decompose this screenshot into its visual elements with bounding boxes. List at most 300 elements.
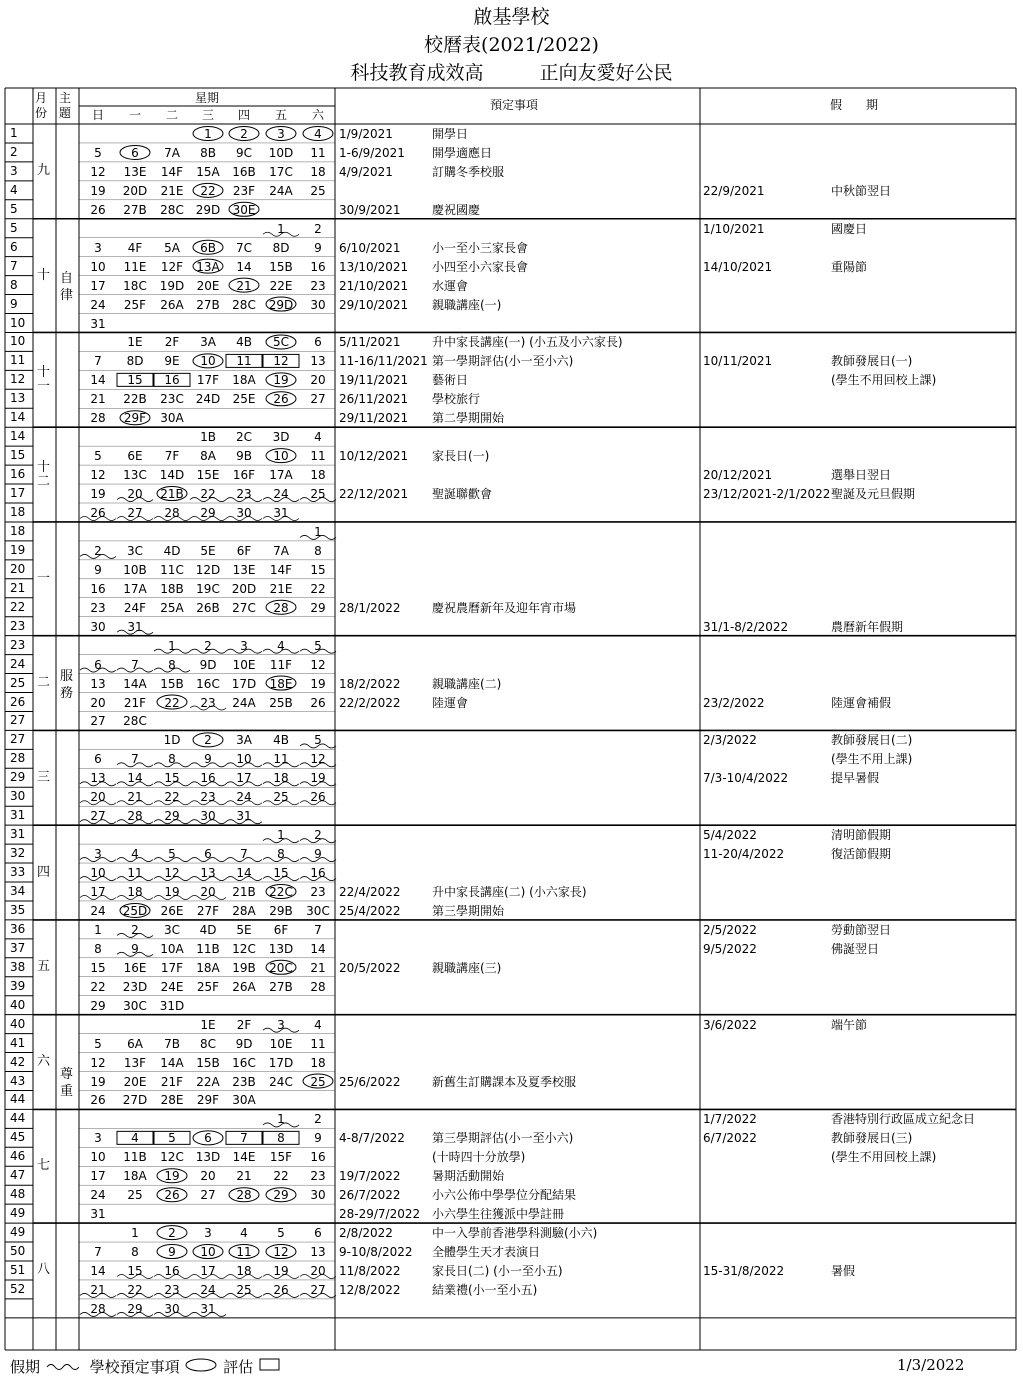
week-number: 25 [10, 675, 26, 690]
holiday-description: 香港特別行政區成立紀念日 [831, 1112, 976, 1127]
day-cell: 12 [90, 164, 106, 179]
week-number: 33 [10, 865, 26, 880]
week-number: 50 [10, 1244, 26, 1259]
day-cell: 5 [277, 1226, 285, 1241]
motto-left: 科技教育成效高 [350, 62, 484, 84]
week-number: 37 [10, 940, 26, 955]
day-cell: 14 [127, 771, 143, 786]
day-cell: 2 [314, 221, 322, 236]
day-cell: 11 [310, 145, 326, 160]
event-description: 陸運會 [432, 695, 469, 710]
day-cell: 3D [272, 430, 290, 445]
day-cell: 10E [269, 1036, 293, 1051]
day-cell: 22A [196, 1074, 220, 1089]
day-cell: 21F [123, 695, 147, 710]
day-cell: 30 [164, 1301, 180, 1316]
week-number: 51 [10, 1263, 26, 1277]
day-cell: 23 [200, 695, 216, 710]
day-cell: 7B [164, 1036, 180, 1051]
day-cell: 18 [310, 468, 326, 483]
day-cell: 24 [90, 297, 106, 312]
week-number: 32 [10, 846, 26, 861]
month-label: 十 [37, 267, 51, 283]
day-cell: 7 [314, 922, 322, 937]
event-description: 訂購冬季校服 [432, 164, 505, 179]
holiday-description: 端午節 [831, 1017, 868, 1032]
day-cell: 24 [90, 1188, 106, 1203]
day-cell: 11 [127, 866, 143, 881]
day-cell: 2C [235, 430, 252, 445]
day-cell: 28C [160, 202, 184, 217]
event-date: 29/11/2021 [339, 411, 409, 426]
day-cell: 24 [236, 790, 252, 805]
day-cell: 1E [127, 335, 143, 350]
event-description: 學校旅行 [432, 392, 481, 407]
day-cell: 9 [314, 1131, 322, 1146]
holiday-date: 6/7/2022 [703, 1131, 757, 1146]
day-cell: 20D [231, 581, 257, 596]
week-number: 5 [10, 220, 18, 235]
day-cell: 12 [164, 866, 180, 881]
day-cell: 19 [164, 885, 180, 899]
event-description: 水運會 [432, 278, 469, 293]
week-number: 39 [10, 978, 26, 993]
day-cell: 22 [164, 695, 180, 710]
day-cell: 30 [310, 297, 326, 312]
day-cell: 5C [272, 335, 289, 350]
event-description: 全體學生天才表演日 [432, 1245, 541, 1260]
day-cell: 1 [277, 828, 285, 843]
holiday-date: 14/10/2021 [703, 259, 773, 274]
day-cell: 9C [235, 145, 252, 160]
weekday-header: 二 [165, 108, 178, 122]
day-cell: 31 [273, 506, 289, 520]
day-cell: 28 [236, 1188, 252, 1203]
event-date: 2/8/2022 [339, 1226, 393, 1241]
day-cell: 9E [164, 354, 180, 369]
day-cell: 25 [127, 1188, 143, 1203]
day-cell: 6 [204, 847, 212, 862]
day-cell: 31 [236, 809, 252, 824]
week-number: 30 [10, 789, 26, 804]
event-description: 慶祝農曆新年及迎年宵市場 [432, 600, 577, 615]
weekday-header: 六 [311, 108, 324, 122]
week-number: 36 [10, 921, 26, 936]
day-cell: 1D [163, 733, 181, 748]
event-description: 中一入學前香港學科測驗(小六) [432, 1226, 598, 1241]
day-cell: 25E [232, 392, 256, 407]
day-cell: 31 [90, 1207, 106, 1222]
day-cell: 23 [310, 278, 326, 293]
holiday-description: 暑假 [831, 1264, 856, 1278]
week-number: 17 [10, 486, 26, 501]
day-cell: 21F [160, 1074, 184, 1089]
day-cell: 20 [127, 487, 143, 502]
day-cell: 4B [236, 335, 252, 350]
event-description: 第三學期開始 [432, 903, 505, 918]
day-cell: 25 [310, 183, 326, 198]
day-cell: 4 [277, 638, 285, 653]
day-cell: 26 [310, 695, 326, 710]
week-number: 2 [10, 144, 18, 159]
day-cell: 28 [90, 411, 106, 426]
week-number: 24 [10, 656, 26, 671]
day-cell: 13 [310, 1245, 326, 1260]
day-cell: 16B [232, 164, 256, 179]
day-cell: 27D [122, 1093, 148, 1108]
day-cell: 17C [269, 164, 293, 179]
day-cell: 16 [164, 373, 180, 388]
day-cell: 7 [131, 657, 139, 672]
week-number: 18 [10, 505, 26, 519]
event-date: 19/11/2021 [339, 373, 409, 388]
day-cell: 22E [269, 278, 293, 293]
month-label: 七 [37, 1158, 51, 1174]
month-label: 二 [37, 675, 51, 691]
event-description: 升中家長講座(二) (小六家長) [432, 885, 587, 899]
day-cell: 5 [94, 145, 102, 160]
day-cell: 12D [195, 562, 221, 577]
day-cell: 17F [160, 960, 184, 975]
day-cell: 15 [127, 373, 143, 388]
week-number: 35 [10, 902, 26, 917]
day-cell: 23 [200, 790, 216, 805]
day-cell: 14F [160, 164, 184, 179]
day-cell: 29 [200, 506, 216, 520]
day-cell: 15B [160, 676, 184, 691]
day-cell: 7 [94, 354, 102, 369]
day-cell: 13 [310, 354, 326, 369]
day-cell: 29 [164, 809, 180, 824]
day-cell: 8 [168, 657, 176, 672]
holiday-date: 7/3-10/4/2022 [703, 771, 789, 786]
day-cell: 19 [90, 183, 106, 198]
event-date: 4/9/2021 [339, 164, 393, 179]
event-description: 家長日(二) (小一至小五) [432, 1264, 563, 1278]
event-description: 第一學期評估(小一至小六) [432, 354, 574, 369]
day-cell: 18 [273, 771, 289, 786]
day-cell: 6 [131, 145, 139, 160]
day-cell: 8C [199, 1036, 216, 1051]
day-cell: 21 [236, 278, 252, 293]
weekday-header: 一 [128, 108, 141, 122]
event-description: 暑期活動開始 [432, 1169, 505, 1184]
event-description: 結業禮(小一至小五) [432, 1282, 538, 1297]
day-cell: 21B [160, 487, 184, 502]
day-cell: 20 [310, 373, 326, 388]
event-date: 11/8/2022 [339, 1264, 401, 1278]
day-cell: 5 [94, 1036, 102, 1051]
day-cell: 6A [127, 1036, 143, 1051]
day-cell: 8B [200, 145, 216, 160]
day-cell: 30C [123, 998, 147, 1013]
day-cell: 22 [90, 979, 106, 994]
legend-events-label: 學校預定事項 [89, 1358, 180, 1376]
event-date: 26/7/2022 [339, 1188, 401, 1203]
day-cell: 16 [310, 1150, 326, 1165]
day-cell: 20C [269, 960, 293, 975]
day-cell: 26 [90, 506, 106, 520]
day-cell: 21E [160, 183, 184, 198]
event-description: 家長日(一) [432, 449, 490, 464]
day-cell: 10E [232, 657, 256, 672]
day-cell: 9 [314, 847, 322, 862]
day-cell: 26 [90, 1093, 106, 1108]
day-cell: 25 [310, 1074, 326, 1089]
day-cell: 8 [94, 941, 102, 956]
day-cell: 27 [90, 809, 106, 824]
week-number: 49 [10, 1225, 26, 1240]
day-cell: 3A [200, 335, 216, 350]
day-cell: 20 [200, 1169, 216, 1184]
week-number: 15 [10, 448, 26, 463]
holiday-date: 1/10/2021 [703, 221, 765, 236]
theme-label: 尊 重 [60, 1066, 74, 1099]
day-cell: 4 [131, 1131, 139, 1146]
day-cell: 15B [269, 259, 293, 274]
day-cell: 16 [164, 1264, 180, 1278]
holiday-description: 教師發展日(一) [831, 354, 913, 369]
weekday-header: 五 [274, 108, 287, 122]
day-cell: 6E [127, 449, 143, 464]
theme-label: 服 務 [60, 668, 74, 701]
day-cell: 16 [310, 866, 326, 881]
day-cell: 3C [163, 922, 180, 937]
day-cell: 1 [204, 127, 212, 141]
day-cell: 25A [160, 600, 184, 615]
day-cell: 29F [123, 411, 147, 426]
holiday-description: 佛誕翌日 [831, 941, 880, 956]
day-cell: 6 [204, 1131, 212, 1146]
week-number: 40 [10, 1016, 26, 1031]
day-cell: 29 [90, 998, 106, 1013]
event-date: 30/9/2021 [339, 202, 401, 217]
day-cell: 7 [94, 1245, 102, 1260]
day-cell: 29D [195, 202, 221, 217]
day-cell: 27 [127, 506, 143, 520]
legend [10, 1356, 282, 1377]
day-cell: 18A [123, 1169, 147, 1184]
week-number: 14 [10, 429, 26, 444]
day-cell: 28 [127, 809, 143, 824]
day-cell: 22C [269, 885, 293, 899]
day-cell: 18C [123, 278, 147, 293]
day-cell: 13D [268, 941, 294, 956]
day-cell: 30A [160, 411, 184, 426]
day-cell: 6B [200, 240, 216, 255]
day-cell: 18 [236, 1264, 252, 1278]
day-cell: 1 [168, 638, 176, 653]
day-cell: 5 [168, 1131, 176, 1146]
holiday-description: (學生不用回校上課) [831, 1150, 937, 1165]
day-cell: 19D [159, 278, 185, 293]
day-cell: 12 [273, 354, 289, 369]
day-cell: 21 [127, 790, 143, 805]
holiday-date: 10/11/2021 [703, 354, 773, 369]
month-label: 四 [37, 864, 51, 880]
day-cell: 14A [123, 676, 147, 691]
event-date: 12/8/2022 [339, 1282, 401, 1297]
day-cell: 19 [273, 373, 289, 388]
event-description: 第三學期評估(小一至小六) [432, 1131, 574, 1146]
day-cell: 12C [160, 1150, 184, 1165]
day-cell: 17 [90, 278, 106, 293]
day-cell: 10 [200, 354, 216, 369]
day-cell: 13 [200, 866, 216, 881]
day-cell: 1E [200, 1017, 216, 1032]
day-cell: 8D [126, 354, 144, 369]
day-cell: 23 [90, 600, 106, 615]
event-date: 25/4/2022 [339, 903, 401, 918]
weekday-title: 星期 [194, 91, 219, 105]
day-cell: 17F [196, 373, 220, 388]
day-cell: 4 [314, 127, 322, 141]
day-cell: 9D [235, 1036, 253, 1051]
holiday-description: 復活節假期 [831, 847, 892, 862]
event-description: 小六學生往獲派中學註冊 [432, 1207, 565, 1222]
day-cell: 23 [310, 885, 326, 899]
week-number: 23 [10, 637, 26, 652]
day-cell: 23 [164, 1282, 180, 1297]
day-cell: 17 [200, 1264, 216, 1278]
day-cell: 29B [269, 903, 293, 918]
day-cell: 21E [269, 581, 293, 596]
theme-label: 自 律 [60, 270, 74, 303]
day-cell: 19 [90, 1074, 106, 1089]
day-cell: 15 [90, 960, 106, 975]
week-number: 19 [10, 542, 26, 557]
day-cell: 30E [232, 202, 256, 217]
day-cell: 2 [94, 543, 102, 558]
day-cell: 13F [123, 1055, 147, 1070]
day-cell: 11B [123, 1150, 147, 1165]
day-cell: 25 [236, 1282, 252, 1297]
day-cell: 5 [314, 638, 322, 653]
ellipse-icon [184, 1358, 218, 1372]
day-cell: 17 [236, 771, 252, 786]
day-cell: 13E [123, 164, 147, 179]
day-cell: 14 [90, 1264, 106, 1278]
event-date: 22/4/2022 [339, 885, 401, 899]
day-cell: 18E [269, 676, 293, 691]
day-cell: 23 [310, 1169, 326, 1184]
calendar-title: 校曆表(2021/2022) [424, 34, 599, 56]
day-cell: 14 [90, 373, 106, 388]
day-cell: 12 [273, 1245, 289, 1260]
week-number: 18 [10, 523, 26, 538]
day-cell: 26A [232, 979, 256, 994]
week-number: 21 [10, 580, 26, 595]
event-description: 小四至小六家長會 [432, 259, 529, 274]
day-cell: 30C [306, 903, 330, 918]
day-cell: 13 [90, 676, 106, 691]
day-cell: 28C [123, 714, 147, 729]
day-cell: 4 [314, 430, 322, 445]
holiday-description: 農曆新年假期 [831, 619, 904, 634]
day-cell: 3 [94, 240, 102, 255]
weekday-header: 日 [91, 108, 104, 122]
holiday-date: 23/2/2022 [703, 695, 765, 710]
day-cell: 9 [94, 562, 102, 577]
day-cell: 20E [196, 278, 220, 293]
day-cell: 21 [90, 392, 106, 407]
day-cell: 4B [273, 733, 289, 748]
week-number: 22 [10, 599, 26, 614]
day-cell: 2F [236, 1017, 252, 1032]
day-cell: 5 [168, 847, 176, 862]
day-cell: 14E [232, 1150, 256, 1165]
day-cell: 3 [94, 1131, 102, 1146]
month-label: 十 二 [37, 459, 51, 489]
day-cell: 3 [94, 847, 102, 862]
event-date: 4-8/7/2022 [339, 1131, 405, 1146]
day-cell: 30 [310, 1188, 326, 1203]
day-cell: 2 [314, 1112, 322, 1127]
event-date: 28/1/2022 [339, 600, 401, 615]
day-cell: 7A [164, 145, 180, 160]
day-cell: 5A [164, 240, 180, 255]
day-cell: 24C [269, 1074, 293, 1089]
event-date: 6/10/2021 [339, 240, 401, 255]
week-number: 10 [10, 315, 26, 330]
weekday-header: 四 [237, 108, 250, 122]
event-date: 20/5/2022 [339, 960, 401, 975]
wavy-line-icon [45, 1362, 79, 1372]
event-date: 1/9/2021 [339, 127, 393, 141]
event-date: 28-29/7/2022 [339, 1207, 421, 1222]
school-name: 啟基學校 [473, 6, 550, 28]
day-cell: 9 [131, 941, 139, 956]
footer-date: 1/3/2022 [897, 1356, 965, 1374]
day-cell: 27B [196, 297, 220, 312]
day-cell: 5 [94, 449, 102, 464]
week-number: 45 [10, 1130, 26, 1145]
day-cell: 26 [273, 1282, 289, 1297]
day-cell: 16C [232, 1055, 256, 1070]
day-cell: 3A [236, 733, 252, 748]
week-number: 31 [10, 827, 26, 842]
week-number: 23 [10, 618, 26, 633]
day-cell: 28A [232, 903, 256, 918]
week-number: 13 [10, 391, 26, 406]
day-cell: 2F [164, 335, 180, 350]
day-cell: 19 [310, 676, 326, 691]
week-number: 34 [10, 884, 26, 898]
day-cell: 17A [269, 468, 293, 483]
day-cell: 22 [310, 581, 326, 596]
day-cell: 26B [196, 600, 220, 615]
week-number: 44 [10, 1092, 26, 1107]
day-cell: 24A [232, 695, 256, 710]
day-cell: 17A [123, 581, 147, 596]
day-cell: 18A [196, 960, 220, 975]
day-cell: 16E [123, 960, 147, 975]
week-number: 14 [10, 410, 26, 425]
day-cell: 2 [131, 922, 139, 937]
event-date: 13/10/2021 [339, 259, 409, 274]
day-cell: 7F [164, 449, 180, 464]
month-header: 份 [35, 106, 48, 120]
day-cell: 27B [123, 202, 147, 217]
day-cell: 30 [200, 809, 216, 824]
day-cell: 15 [164, 771, 180, 786]
day-cell: 16C [196, 676, 220, 691]
day-cell: 22 [200, 487, 216, 502]
day-cell: 2 [314, 828, 322, 843]
week-number: 42 [10, 1054, 26, 1069]
day-cell: 20D [122, 183, 148, 198]
event-description: 小一至小三家長會 [432, 240, 529, 255]
